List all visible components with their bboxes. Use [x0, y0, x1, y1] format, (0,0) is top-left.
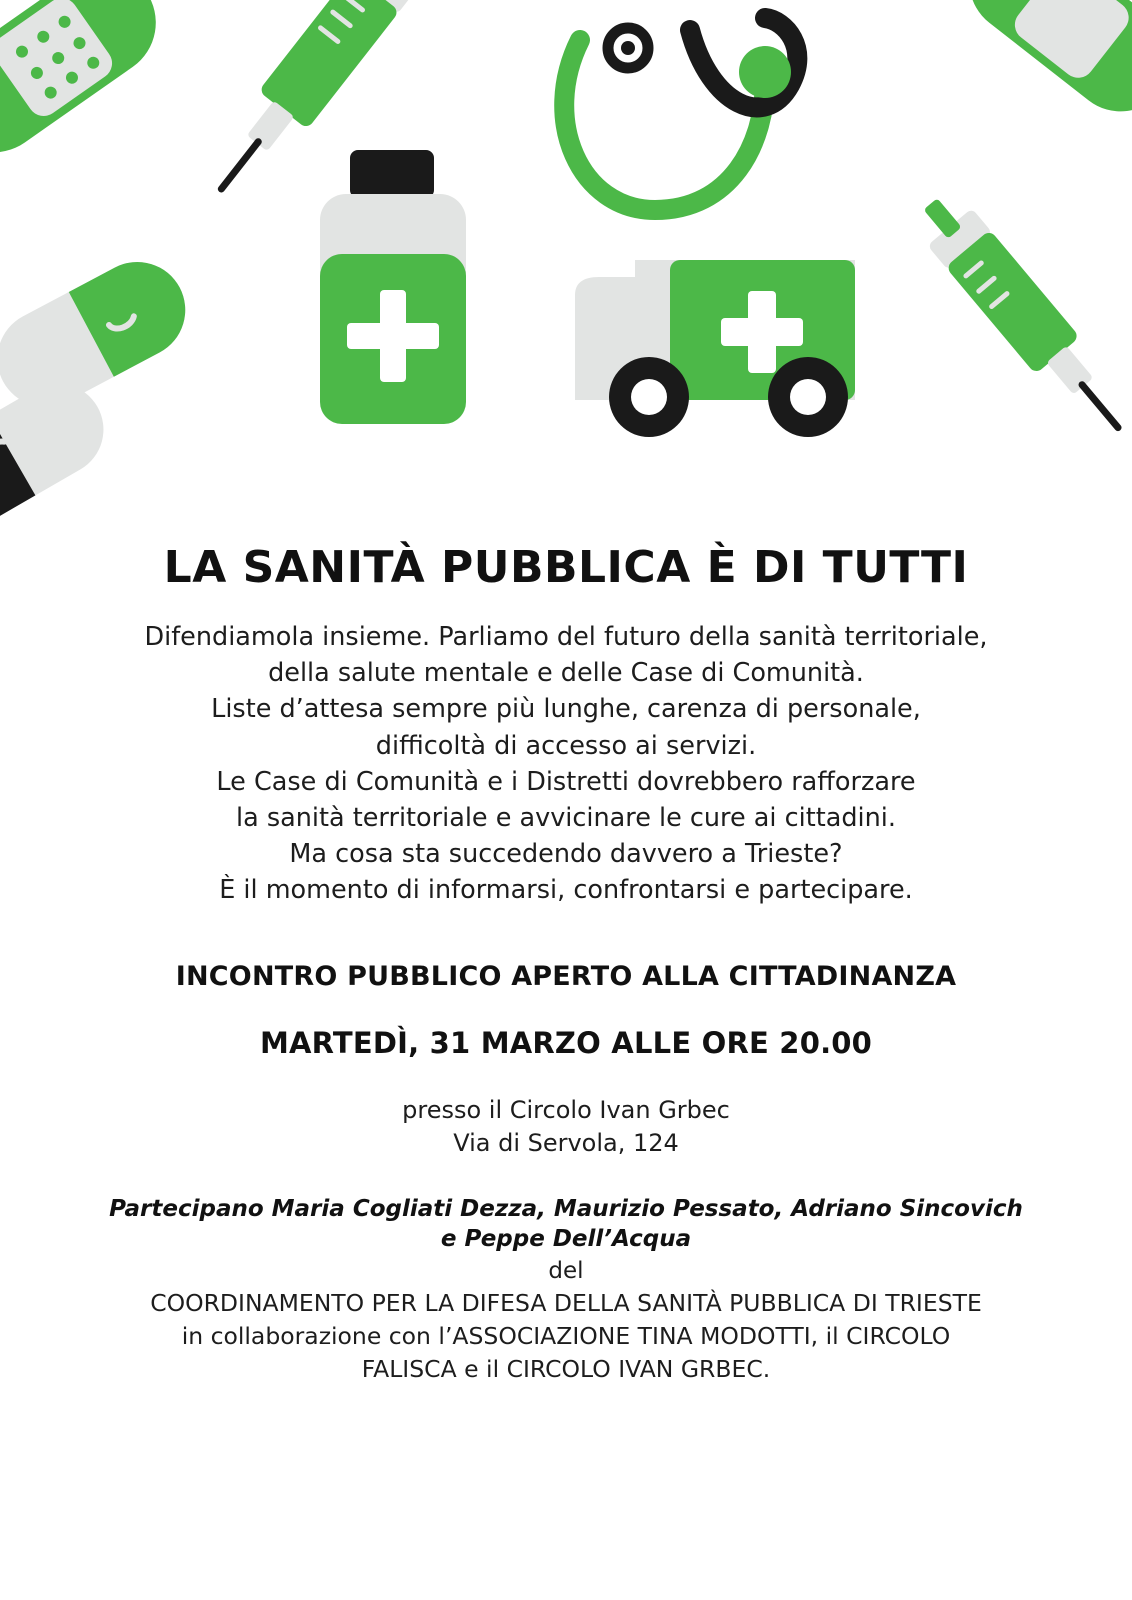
page-title: LA SANITÀ PUBBLICA È DI TUTTI [163, 542, 969, 593]
intro-paragraph [0, 619, 1132, 909]
intro-line: Liste d’attesa sempre più lunghe, carenza di personale, [211, 694, 921, 725]
participants-line: e Peppe Dell’Acqua [440, 1226, 692, 1253]
event-datetime: MARTEDÌ, 31 MARZO ALLE ORE 20.00 [259, 1025, 873, 1060]
venue-block [0, 1094, 1132, 1160]
intro-line: Difendiamola insieme. Parliamo del futuro della sanità territoriale, [144, 622, 988, 652]
bandage-icon [0, 0, 177, 174]
venue-line: presso il Circolo Ivan Grbec [402, 1095, 730, 1124]
medical-illustration-band [0, 0, 1132, 520]
intro-line: la sanità territoriale e avvicinare le cure ai cittadini. [236, 803, 896, 834]
organizer-line: in collaborazione con l’ASSOCIAZIONE TINA MODOTTI, il CIRCOLO [181, 1321, 951, 1350]
organizer-block [0, 1287, 1132, 1386]
medicine-bottle-icon [320, 150, 466, 424]
organizer-line: FALISCA e il CIRCOLO IVAN GRBEC. [361, 1354, 771, 1383]
del-label: del [548, 1257, 584, 1284]
meeting-type: INCONTRO PUBBLICO APERTO ALLA CITTADINANZA [175, 960, 957, 992]
ambulance-icon [575, 260, 855, 437]
intro-line: della salute mentale e delle Case di Comunità. [268, 658, 864, 689]
syringe-icon [908, 185, 1132, 446]
organizer-line: COORDINAMENTO PER LA DIFESA DELLA SANITÀ PUBBLICA DI TRIESTE [150, 1288, 982, 1317]
participants-line: Partecipano Maria Cogliati Dezza, Maurizio Pessato, Adriano Sincovich [109, 1195, 1023, 1222]
venue-line: Via di Servola, 124 [453, 1128, 679, 1157]
participants-block [0, 1194, 1132, 1255]
stethoscope-icon [564, 18, 797, 210]
intro-line: difficoltà di accesso ai servizi. [375, 730, 757, 761]
poster-content [0, 520, 1132, 1385]
intro-line: Le Case di Comunità e i Distretti dovrebbero rafforzare [216, 766, 916, 797]
bandage-icon [948, 0, 1132, 132]
intro-line: È il momento di informarsi, confrontarsi e partecipare. [219, 875, 913, 906]
intro-line: Ma cosa sta succedendo davvero a Trieste? [289, 839, 843, 870]
